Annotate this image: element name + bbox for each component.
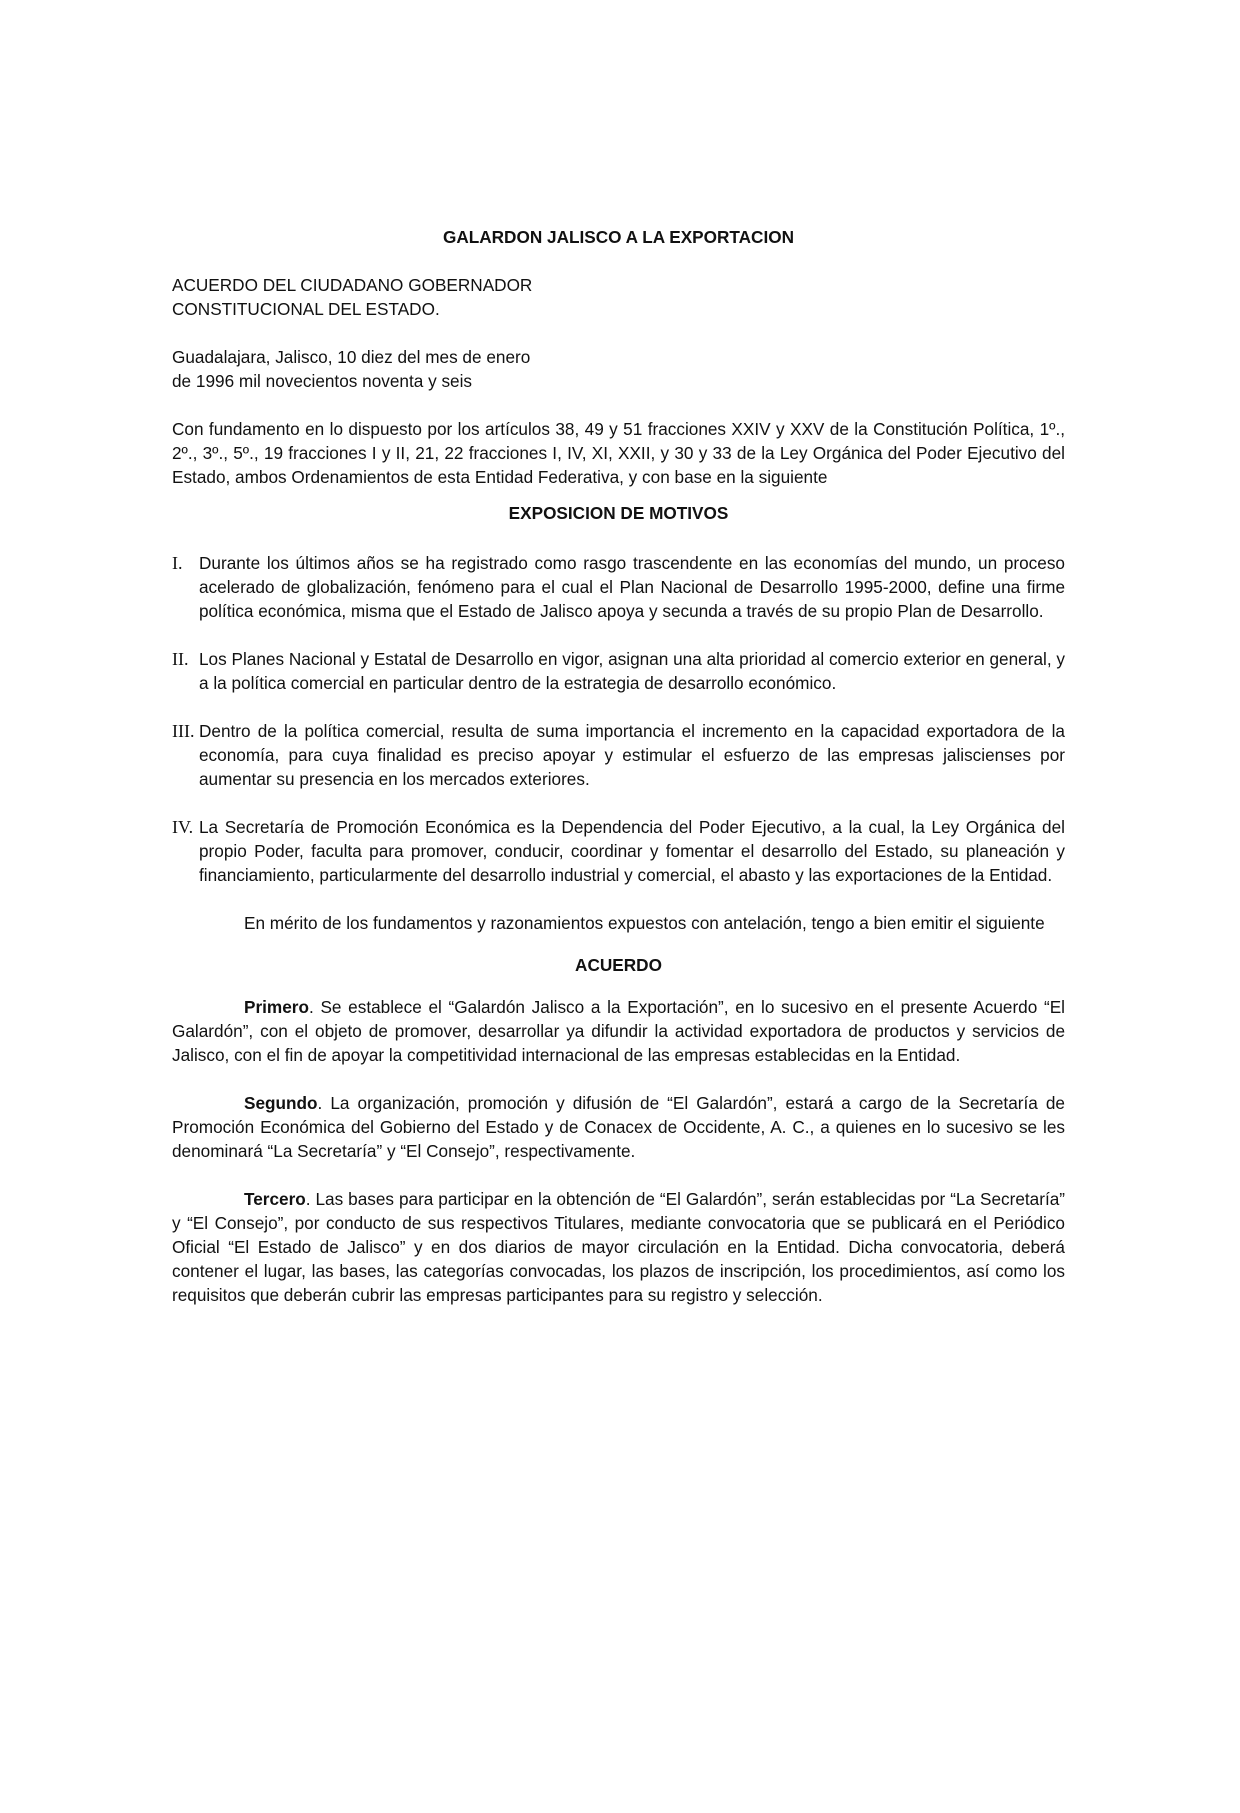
article-primero bbox=[172, 995, 1065, 1067]
spacer bbox=[172, 489, 1065, 501]
motivo-text: Los Planes Nacional y Estatal de Desarrollo en vigor, asignan una alta prioridad al comercio exterior en general, y a la política comercial en particular dentro de la estrategia de desarrollo económico. bbox=[199, 649, 1065, 693]
merito-paragraph: En mérito de los fundamentos y razonamientos expuestos con antelación, tengo a bien emitir el siguiente bbox=[244, 913, 1045, 933]
acuerdo-header-line-2: CONSTITUCIONAL DEL ESTADO. bbox=[172, 299, 440, 319]
article-text: . Se establece el “Galardón Jalisco a la Exportación”, en lo sucesivo en el presente Acuerdo “El Galardón”, con el objeto de promover, desarrollar ya difundir la actividad exportadora de productos y servicios de Jalisco, con el fin de apoyar la competitividad internacional de las empresas establecidas en la Entidad. bbox=[172, 997, 1065, 1065]
article-lead: Primero bbox=[244, 997, 309, 1017]
article-lead: Segundo bbox=[244, 1093, 318, 1113]
spacer bbox=[172, 977, 1065, 995]
spacer bbox=[172, 321, 1065, 345]
spacer bbox=[172, 887, 1065, 911]
spacer bbox=[172, 1163, 1065, 1187]
motivo-number: IV. bbox=[172, 817, 194, 837]
article-text: . La organización, promoción y difusión de “El Galardón”, estará a cargo de la Secretaría de Promoción Económica del Gobierno del Estado y de Conacex de Occidente, A. C., a quienes en lo sucesivo se les denominará “La Secretaría” y “El Consejo”, respectivamente. bbox=[172, 1093, 1065, 1161]
acuerdo-heading: ACUERDO bbox=[575, 955, 662, 975]
spacer bbox=[172, 249, 1065, 273]
spacer bbox=[172, 525, 1065, 551]
article-tercero bbox=[172, 1187, 1065, 1307]
motivo-text: La Secretaría de Promoción Económica es la Dependencia del Poder Ejecutivo, a la cual, la Ley Orgánica del propio Poder, faculta para promover, conducir, coordinar y fomentar el desarrollo del Estado, su planeación y financiamiento, particularmente del desarrollo industrial y comercial, el abasto y las exportaciones de la Entidad. bbox=[199, 817, 1065, 885]
motivo-text: Durante los últimos años se ha registrado como rasgo trascendente en las economías del mundo, un proceso acelerado de globalización, fenómeno para el cual el Plan Nacional de Desarrollo 1995-2000, define una firme política económica, misma que el Estado de Jalisco apoya y secunda a través de su propio Plan de Desarrollo. bbox=[199, 553, 1065, 621]
motivo-item-3 bbox=[172, 719, 1065, 791]
spacer bbox=[172, 623, 1065, 647]
spacer bbox=[172, 791, 1065, 815]
document-title: GALARDON JALISCO A LA EXPORTACION bbox=[442, 227, 795, 247]
motivo-number: II. bbox=[172, 649, 189, 669]
place-date-line-2: de 1996 mil novecientos noventa y seis bbox=[172, 371, 473, 391]
place-date-line-1: Guadalajara, Jalisco, 10 diez del mes de enero bbox=[172, 347, 531, 367]
article-text: . Las bases para participar en la obtención de “El Galardón”, serán establecidas por “La Secretaría” y “El Consejo”, por conducto de sus respectivos Titulares, mediante convocatoria que se publicará en el Periódico Oficial “El Estado de Jalisco” y en dos diarios de mayor circulación en la Entidad. Dicha convocatoria, deberá contener el lugar, las bases, las categorías convocadas, los plazos de inscripción, los procedimientos, así como los requisitos que deberán cubrir las empresas participantes para su registro y selección. bbox=[172, 1189, 1065, 1305]
article-segundo bbox=[172, 1091, 1065, 1163]
motivo-item-1 bbox=[172, 551, 1065, 623]
motivos-heading: EXPOSICION DE MOTIVOS bbox=[508, 503, 729, 523]
spacer bbox=[172, 695, 1065, 719]
motivo-number: I. bbox=[172, 553, 183, 573]
spacer bbox=[172, 1067, 1065, 1091]
document-page bbox=[172, 225, 1065, 1307]
spacer bbox=[172, 935, 1065, 953]
spacer bbox=[172, 393, 1065, 417]
motivo-number: III. bbox=[172, 721, 195, 741]
article-lead: Tercero bbox=[244, 1189, 306, 1209]
motivo-item-2 bbox=[172, 647, 1065, 695]
motivo-text: Dentro de la política comercial, resulta de suma importancia el incremento en la capacidad exportadora de la economía, para cuya finalidad es preciso apoyar y estimular el esfuerzo de las empresas jaliscienses por aumentar su presencia en los mercados exteriores. bbox=[199, 721, 1065, 789]
acuerdo-header-line-1: ACUERDO DEL CIUDADANO GOBERNADOR bbox=[172, 275, 533, 295]
motivo-item-4 bbox=[172, 815, 1065, 887]
preamble-paragraph: Con fundamento en lo dispuesto por los artículos 38, 49 y 51 fracciones XXIV y XXV de la Constitución Política, 1º., 2º., 3º., 5º., 19 fracciones I y II, 21, 22 fracciones I, IV, XI, XXII, y 30 y 33 de la Ley Orgánica del Poder Ejecutivo del Estado, ambos Ordenamientos de esta Entidad Federativa, y con base en la siguiente bbox=[172, 419, 1065, 487]
